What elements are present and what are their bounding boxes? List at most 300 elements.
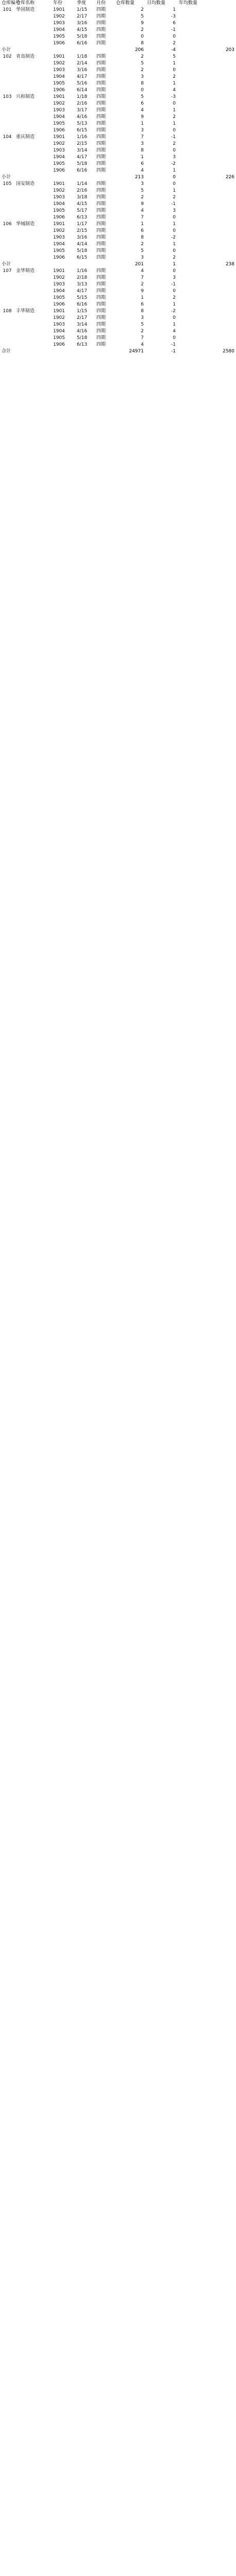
daily-cell: -1 (171, 27, 176, 32)
quantity-cell: 5 (141, 322, 144, 327)
warehouse-code-cell (0, 87, 14, 94)
empty-cell (95, 174, 114, 181)
warehouse-name-cell (14, 234, 52, 241)
year-cell: 1901 (53, 309, 65, 314)
warehouse-name-cell (14, 27, 52, 33)
subtotal-yearly: 238 (225, 262, 234, 267)
quantity-cell: 5 (141, 61, 144, 66)
yearly-cell (177, 301, 236, 308)
table-row (0, 315, 236, 321)
quarter-cell: 3/16 (77, 67, 88, 73)
grand-total-row (0, 348, 236, 355)
daily-cell: 2 (173, 114, 176, 120)
warehouse-name-cell: 丰华制造 (16, 309, 35, 314)
grand-total-label: 合计 (2, 349, 11, 354)
warehouse-name-cell (14, 147, 52, 154)
month-cell: 四期 (96, 322, 106, 327)
warehouse-name-cell: 华国制造 (16, 7, 35, 12)
quantity-cell: 9 (141, 289, 144, 294)
year-cell: 1901 (53, 222, 65, 227)
quantity-cell: 5 (141, 94, 144, 99)
warehouse-code-cell (0, 234, 14, 241)
subtotal-label: 小计 (2, 47, 11, 53)
table-row (0, 60, 236, 67)
table-row (0, 20, 236, 27)
daily-cell: 5 (173, 54, 176, 59)
table-row (0, 13, 236, 20)
daily-cell: 3 (173, 155, 176, 160)
daily-cell: 0 (173, 228, 176, 233)
warehouse-name-cell (14, 342, 52, 348)
year-cell: 1906 (53, 88, 65, 93)
warehouse-name-cell: 重庆制造 (16, 134, 35, 140)
warehouse-code-cell (0, 241, 14, 248)
empty-cell (14, 47, 52, 54)
quarter-cell: 3/17 (77, 108, 88, 113)
quarter-cell: 5/17 (77, 208, 88, 213)
quantity-cell: 2 (141, 7, 144, 12)
year-cell: 1905 (53, 81, 65, 86)
daily-cell: 4 (173, 88, 176, 93)
yearly-cell (177, 161, 236, 167)
quarter-cell: 2/17 (77, 315, 88, 320)
quarter-cell: 2/15 (77, 228, 88, 233)
quarter-cell: 4/15 (77, 27, 88, 32)
quantity-cell: 8 (141, 148, 144, 153)
month-cell: 四期 (96, 295, 106, 300)
subtotal-row (0, 47, 236, 54)
quarter-cell: 2/16 (77, 101, 88, 106)
quantity-cell: 2 (141, 54, 144, 59)
table-row (0, 67, 236, 74)
warehouse-code-cell (0, 201, 14, 208)
table-row (0, 7, 236, 13)
warehouse-code-cell (0, 33, 14, 40)
year-cell: 1902 (53, 14, 65, 19)
yearly-cell (177, 248, 236, 255)
year-cell: 1906 (53, 302, 65, 307)
table-row (0, 107, 236, 114)
month-cell: 四期 (96, 67, 106, 73)
grand-total-daily: -1 (171, 349, 176, 354)
yearly-cell (177, 208, 236, 214)
warehouse-name-cell (14, 228, 52, 234)
yearly-cell (177, 114, 236, 121)
daily-cell: 1 (173, 322, 176, 327)
table-row (0, 80, 236, 87)
month-cell: 四期 (96, 188, 106, 193)
yearly-cell (177, 214, 236, 221)
quarter-cell: 2/17 (77, 14, 88, 19)
warehouse-code-cell (0, 321, 14, 328)
quarter-cell: 3/16 (77, 235, 88, 240)
month-cell: 四期 (96, 242, 106, 247)
quantity-cell: 5 (141, 14, 144, 19)
warehouse-code-cell: 101 (3, 7, 12, 12)
quantity-cell: 3 (141, 181, 144, 187)
yearly-cell (177, 281, 236, 288)
warehouse-code-cell (0, 100, 14, 107)
year-cell: 1903 (53, 322, 65, 327)
yearly-cell (177, 94, 236, 100)
daily-cell: 3 (173, 208, 176, 213)
quarter-cell: 5/18 (77, 335, 88, 341)
year-cell: 1905 (53, 248, 65, 253)
warehouse-name-cell (14, 208, 52, 214)
daily-cell: 2 (173, 41, 176, 46)
quarter-cell: 6/13 (77, 215, 88, 220)
daily-cell: -3 (171, 94, 176, 99)
daily-cell: 0 (173, 289, 176, 294)
table-row (0, 275, 236, 281)
warehouse-name-cell (14, 275, 52, 281)
empty-cell (14, 174, 52, 181)
month-cell: 四期 (96, 161, 106, 166)
warehouse-code-cell (0, 80, 14, 87)
year-cell: 1902 (53, 61, 65, 66)
year-cell: 1906 (53, 255, 65, 260)
warehouse-code-cell (0, 147, 14, 154)
quantity-cell: 2 (141, 242, 144, 247)
table-row (0, 328, 236, 335)
warehouse-name-cell (14, 154, 52, 161)
table-row (0, 281, 236, 288)
year-cell: 1902 (53, 141, 65, 146)
yearly-cell (177, 321, 236, 328)
quantity-cell: 2 (141, 27, 144, 32)
year-cell: 1903 (53, 67, 65, 73)
year-cell: 1905 (53, 335, 65, 341)
warehouse-code-cell (0, 127, 14, 134)
quarter-cell: 4/16 (77, 329, 88, 334)
quarter-cell: 4/17 (77, 74, 88, 79)
month-cell: 四期 (96, 235, 106, 240)
table-row (0, 228, 236, 234)
table-row (0, 342, 236, 348)
year-cell: 1906 (53, 215, 65, 220)
quantity-cell: 7 (141, 215, 144, 220)
yearly-cell (177, 188, 236, 194)
daily-cell: -1 (171, 282, 176, 287)
warehouse-code-cell (0, 281, 14, 288)
year-cell: 1903 (53, 195, 65, 200)
table-row (0, 74, 236, 80)
daily-cell: 3 (173, 275, 176, 280)
subtotal-quantity: 213 (134, 175, 144, 180)
daily-cell: 1 (173, 242, 176, 247)
warehouse-code-cell (0, 188, 14, 194)
daily-cell: 0 (173, 34, 176, 39)
table-row (0, 161, 236, 167)
table-row (0, 141, 236, 147)
table-header (0, 0, 236, 7)
year-cell: 1903 (53, 108, 65, 113)
yearly-cell (177, 54, 236, 60)
quarter-cell: 3/14 (77, 148, 88, 153)
month-cell: 四期 (96, 181, 106, 187)
daily-cell: 0 (173, 268, 176, 274)
table-row (0, 255, 236, 261)
month-cell: 四期 (96, 34, 106, 39)
year-cell: 1902 (53, 101, 65, 106)
yearly-cell (177, 147, 236, 154)
month-cell: 四期 (96, 141, 106, 146)
quarter-cell: 5/16 (77, 81, 88, 86)
warehouse-name-cell (14, 194, 52, 201)
subtotal-row (0, 261, 236, 268)
daily-cell: 0 (173, 128, 176, 133)
warehouse-name-cell (14, 281, 52, 288)
empty-cell (75, 174, 95, 181)
warehouse-code-cell (0, 315, 14, 321)
daily-cell: 2 (173, 74, 176, 79)
warehouse-code-cell (0, 167, 14, 174)
year-cell: 1902 (53, 315, 65, 320)
quantity-cell: 5 (141, 248, 144, 253)
table-row (0, 54, 236, 60)
month-cell: 四期 (96, 128, 106, 133)
table-row (0, 268, 236, 275)
quantity-cell: 3 (141, 255, 144, 260)
month-cell: 四期 (96, 315, 106, 320)
table-row (0, 221, 236, 228)
month-cell: 四期 (96, 134, 106, 140)
month-cell: 四期 (96, 21, 106, 26)
month-cell: 四期 (96, 41, 106, 46)
warehouse-name-cell (14, 60, 52, 67)
daily-cell: -1 (171, 134, 176, 140)
year-cell: 1903 (53, 148, 65, 153)
quarter-cell: 1/18 (77, 94, 88, 99)
quantity-cell: 2 (141, 195, 144, 200)
daily-cell: 0 (173, 67, 176, 73)
warehouse-name-cell: 华城制造 (16, 222, 35, 227)
empty-cell (95, 47, 114, 54)
month-cell: 四期 (96, 248, 106, 253)
quantity-cell: 3 (141, 315, 144, 320)
quantity-cell: 0 (141, 34, 144, 39)
month-cell: 四期 (96, 342, 106, 347)
warehouse-code-cell (0, 161, 14, 167)
month-cell: 四期 (96, 228, 106, 233)
quarter-cell: 5/18 (77, 34, 88, 39)
warehouse-code-cell (0, 288, 14, 295)
yearly-cell (177, 234, 236, 241)
warehouse-name-cell (14, 114, 52, 121)
empty-cell (14, 261, 52, 268)
yearly-cell (177, 221, 236, 228)
table-row (0, 87, 236, 94)
month-cell: 四期 (96, 195, 106, 200)
warehouse-code-cell (0, 107, 14, 114)
quantity-cell: 8 (141, 235, 144, 240)
daily-cell: 1 (173, 168, 176, 173)
year-cell: 1905 (53, 34, 65, 39)
empty-cell (75, 261, 95, 268)
yearly-cell (177, 100, 236, 107)
yearly-cell (177, 295, 236, 301)
year-cell: 1901 (53, 94, 65, 99)
warehouse-name-cell (14, 295, 52, 301)
year-cell: 1903 (53, 21, 65, 26)
subtotal-quantity: 206 (134, 47, 144, 53)
year-cell: 1901 (53, 268, 65, 274)
table-row (0, 321, 236, 328)
month-cell: 四期 (96, 329, 106, 334)
table-row (0, 134, 236, 141)
yearly-cell (177, 315, 236, 321)
table-row (0, 335, 236, 342)
yearly-cell (177, 80, 236, 87)
yearly-cell (177, 33, 236, 40)
table-body (0, 7, 236, 355)
year-cell: 1903 (53, 235, 65, 240)
warehouse-code-cell: 108 (3, 309, 12, 314)
month-cell: 四期 (96, 101, 106, 106)
warehouse-code-cell (0, 60, 14, 67)
year-cell: 1902 (53, 188, 65, 193)
yearly-cell (177, 74, 236, 80)
warehouse-name-cell (14, 315, 52, 321)
yearly-cell (177, 255, 236, 261)
table-row (0, 234, 236, 241)
grand-total-yearly: 2580 (223, 349, 234, 354)
warehouse-name-cell (14, 13, 52, 20)
quantity-cell: 9 (141, 21, 144, 26)
yearly-cell (177, 342, 236, 348)
warehouse-code-cell (0, 255, 14, 261)
quarter-cell: 6/16 (77, 168, 88, 173)
subtotal-row (0, 174, 236, 181)
daily-cell: 1 (173, 7, 176, 12)
year-cell: 1903 (53, 282, 65, 287)
quarter-cell: 2/15 (77, 141, 88, 146)
quarter-cell: 4/14 (77, 242, 88, 247)
header-cell: 仓库数量 (116, 1, 135, 6)
table-row (0, 27, 236, 33)
year-cell: 1904 (53, 201, 65, 207)
yearly-cell (177, 241, 236, 248)
quantity-cell: 8 (141, 81, 144, 86)
warehouse-name-cell (14, 20, 52, 27)
warehouse-code-cell (0, 208, 14, 214)
header-cell: 仓库编号 (2, 1, 21, 6)
table-row (0, 181, 236, 188)
warehouse-code-cell (0, 214, 14, 221)
daily-cell: -3 (171, 14, 176, 19)
warehouse-name-cell: 兴和制造 (16, 94, 35, 99)
year-cell: 1906 (53, 342, 65, 347)
yearly-cell (177, 121, 236, 127)
year-cell: 1901 (53, 7, 65, 12)
month-cell: 四期 (96, 335, 106, 341)
quantity-cell: 7 (141, 275, 144, 280)
table-row (0, 301, 236, 308)
empty-cell (75, 348, 95, 355)
header-cell: 仓库名称 (16, 1, 35, 6)
daily-cell: -1 (171, 201, 176, 207)
daily-cell: 2 (173, 195, 176, 200)
daily-cell: 0 (173, 101, 176, 106)
month-cell: 四期 (96, 7, 106, 12)
warehouse-name-cell (14, 301, 52, 308)
empty-cell (52, 261, 75, 268)
quantity-cell: 1 (141, 121, 144, 126)
warehouse-code-cell (0, 121, 14, 127)
daily-cell: 1 (173, 188, 176, 193)
warehouse-name-cell (14, 255, 52, 261)
yearly-cell (177, 87, 236, 94)
daily-cell: 2 (173, 255, 176, 260)
warehouse-code-cell (0, 20, 14, 27)
quantity-cell: 2 (141, 329, 144, 334)
warehouse-code-cell (0, 194, 14, 201)
month-cell: 四期 (96, 302, 106, 307)
month-cell: 四期 (96, 168, 106, 173)
yearly-cell (177, 275, 236, 281)
quantity-cell: 7 (141, 335, 144, 341)
year-cell: 1905 (53, 295, 65, 300)
warehouse-name-cell (14, 40, 52, 47)
warehouse-code-cell: 106 (3, 222, 12, 227)
daily-cell: 2 (173, 295, 176, 300)
table-row (0, 114, 236, 121)
month-cell: 四期 (96, 81, 106, 86)
yearly-cell (177, 134, 236, 141)
quantity-cell: 6 (141, 228, 144, 233)
warehouse-name-cell (14, 248, 52, 255)
quantity-cell: 6 (141, 161, 144, 166)
month-cell: 四期 (96, 148, 106, 153)
table-row (0, 33, 236, 40)
table-row (0, 100, 236, 107)
quarter-cell: 6/13 (77, 342, 88, 347)
month-cell: 四期 (96, 215, 106, 220)
daily-cell: 0 (173, 248, 176, 253)
warehouse-name-cell (14, 214, 52, 221)
empty-cell (52, 348, 75, 355)
subtotal-daily: 0 (173, 175, 176, 180)
subtotal-quantity: 201 (134, 262, 144, 267)
yearly-cell (177, 127, 236, 134)
quarter-cell: 1/18 (77, 54, 88, 59)
year-cell: 1904 (53, 329, 65, 334)
warehouse-code-cell (0, 228, 14, 234)
warehouse-name-cell (14, 121, 52, 127)
quarter-cell: 3/13 (77, 282, 88, 287)
year-cell: 1901 (53, 134, 65, 140)
daily-cell: 0 (173, 315, 176, 320)
yearly-cell (177, 181, 236, 188)
month-cell: 四期 (96, 275, 106, 280)
quarter-cell: 1/16 (77, 268, 88, 274)
quarter-cell: 3/16 (77, 21, 88, 26)
quantity-cell: 2 (141, 67, 144, 73)
quantity-cell: 4 (141, 168, 144, 173)
warehouse-code-cell (0, 40, 14, 47)
quantity-cell: 4 (141, 208, 144, 213)
quarter-cell: 1/15 (77, 309, 88, 314)
daily-cell: 0 (173, 181, 176, 187)
month-cell: 四期 (96, 222, 106, 227)
quarter-cell: 5/18 (77, 248, 88, 253)
year-cell: 1904 (53, 289, 65, 294)
warehouse-name-cell (14, 100, 52, 107)
header-cell: 日均数量 (147, 1, 166, 6)
quarter-cell: 5/15 (77, 295, 88, 300)
subtotal-yearly: 203 (225, 47, 234, 53)
table-row (0, 40, 236, 47)
